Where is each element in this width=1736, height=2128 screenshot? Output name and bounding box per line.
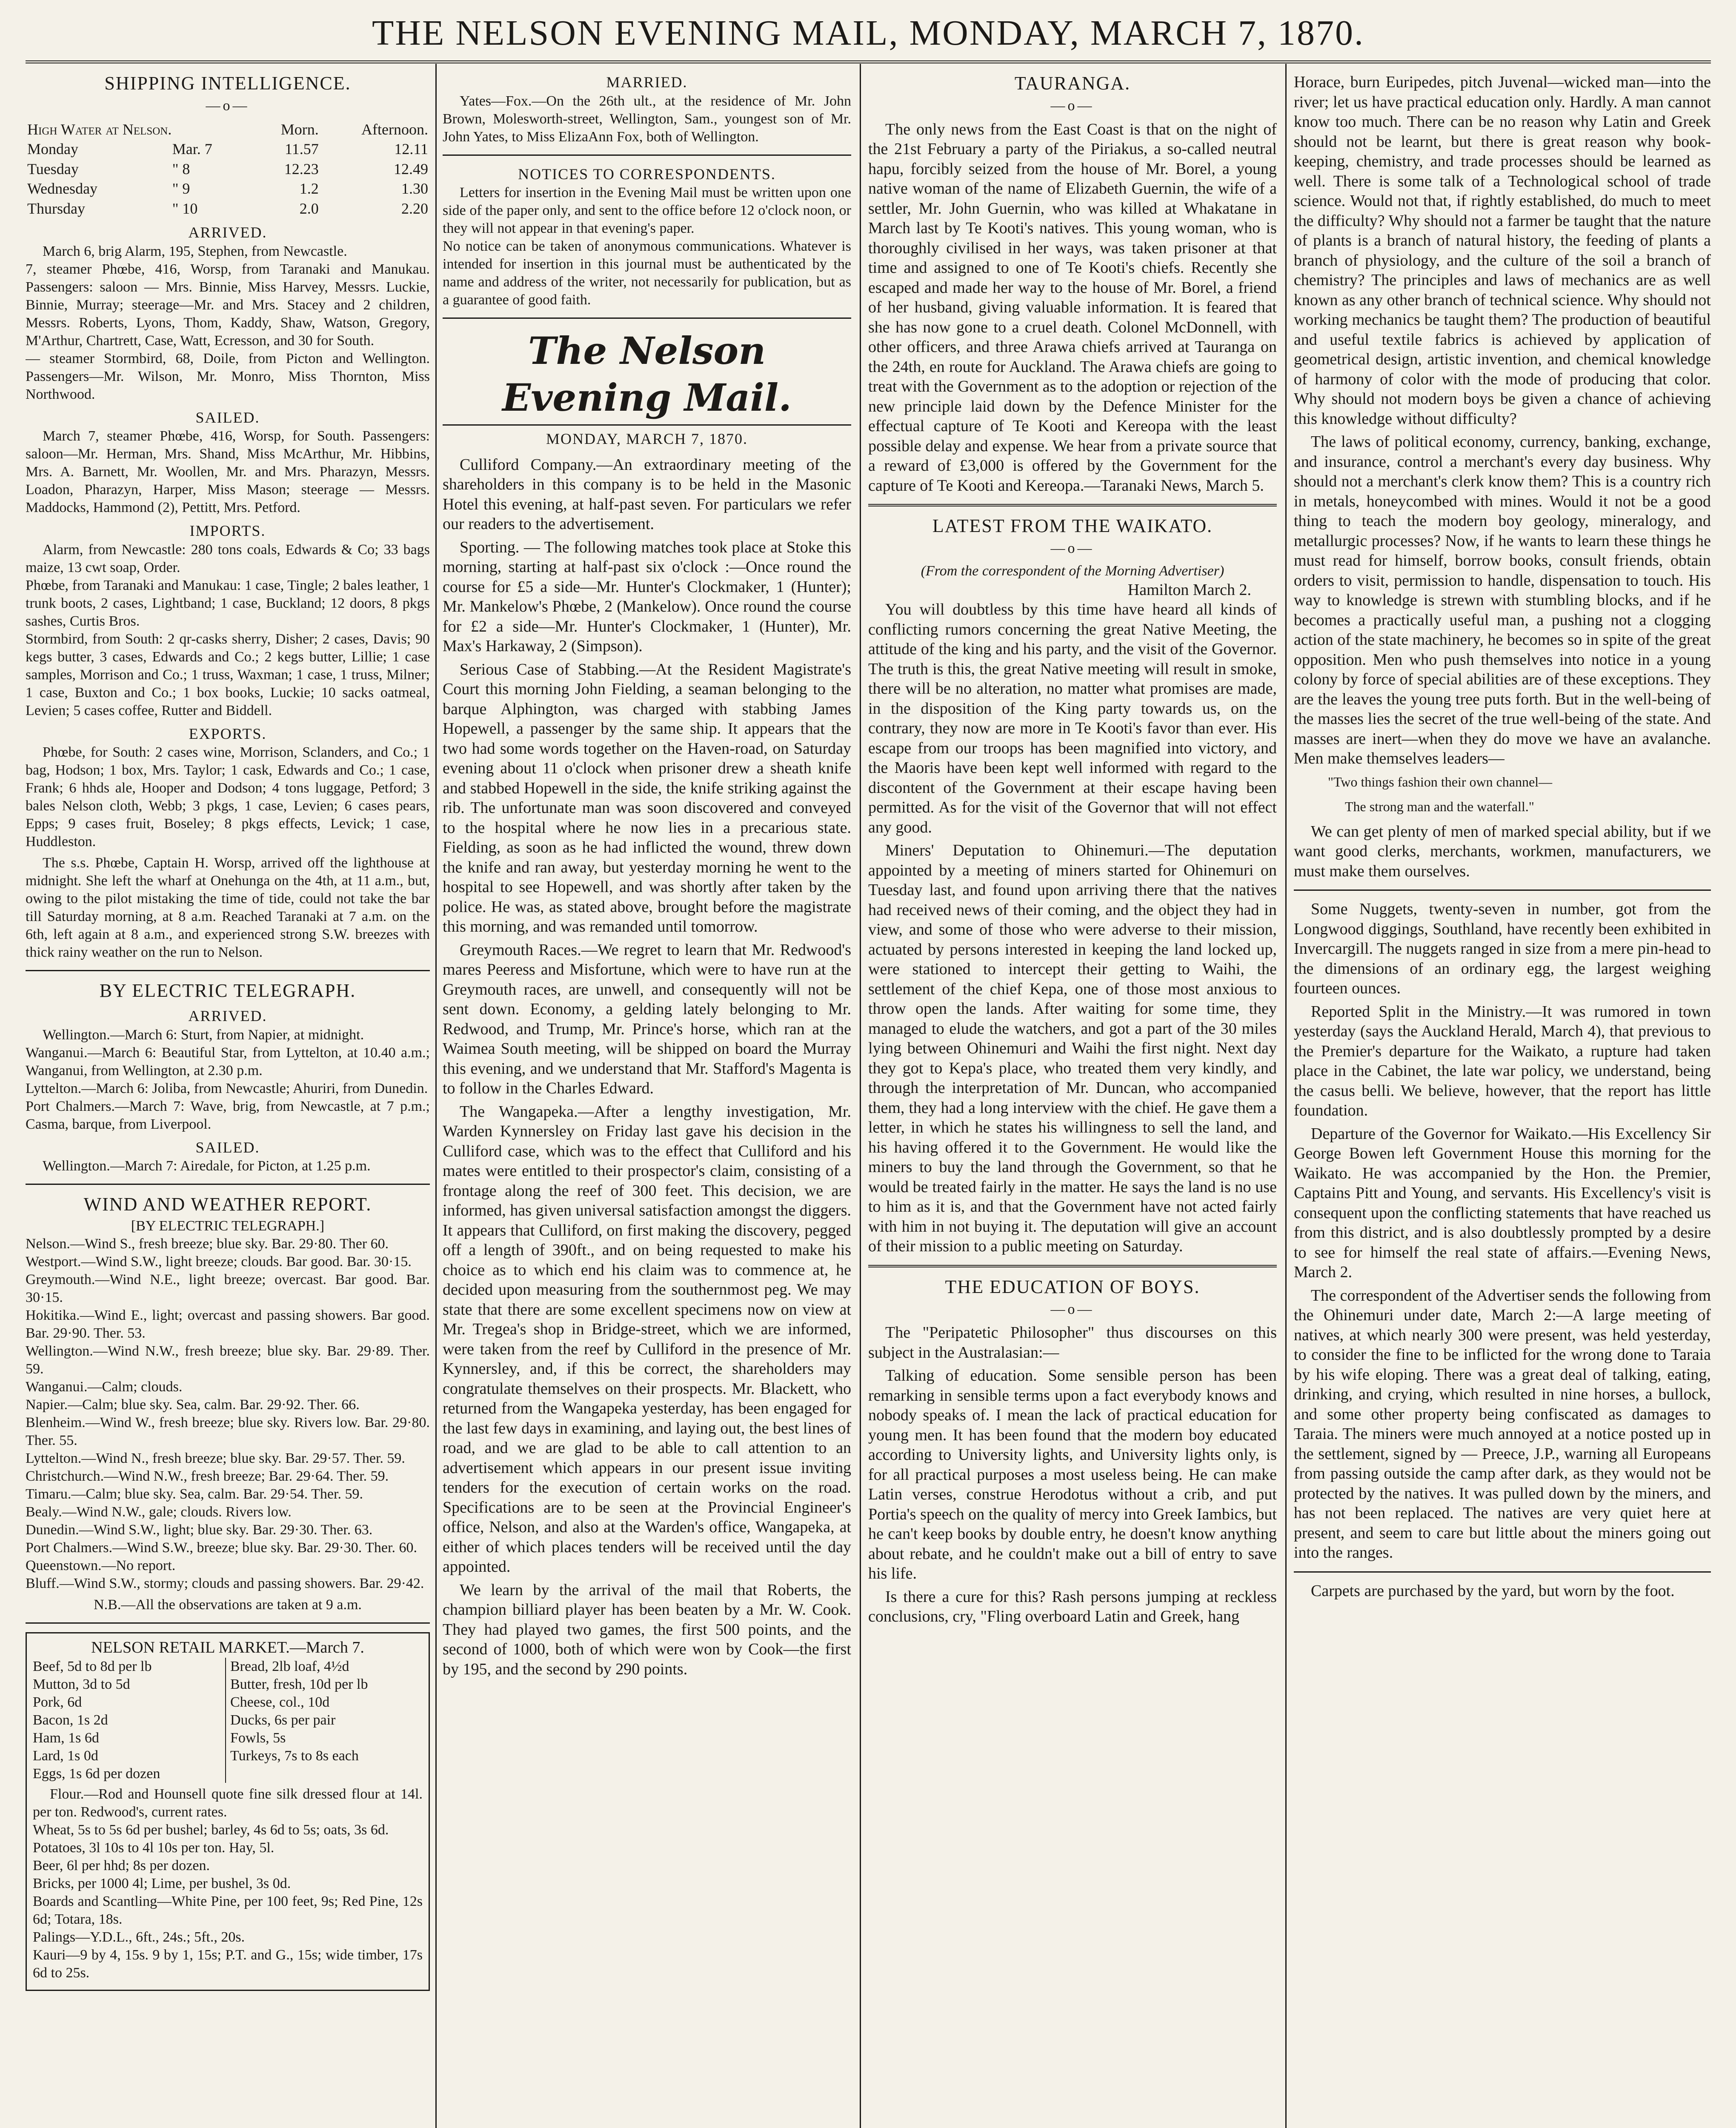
market-box	[26, 1632, 430, 1991]
education-continued: Horace, burn Euripedes, pitch Juvenal—wicked man—into the river; let us have practical education only. Hardly. A man cannot know too much. There can be no reason why Latin and Greek should not be learnt, but there is great reason why book-keeping, chemistry, and trade processes should be learned as well. There is some talk of a Technological school of trade science. Would not that, if rightly established, do much to meet the difficulty? Why should not a farmer be taught that the nature of plants is a branch of natural history, the feeding of plants a branch of physiology, and the culture of the soil a branch of chemistry? The principles and laws of mechanics are as well known as any other branch of technical science. Why should not working mechanics be taught them? The production of beautiful and useful textile fabrics is achieved by application of geometrical design, artistic invention, and chemical knowledge of harmony of color with the mode of producing that color. Why should not modern boys be given a chance of achieving this knowledge without difficulty?	[1294, 73, 1711, 428]
market-cell: Ducks, 6s per pair	[230, 1712, 336, 1728]
paper-title: The Nelson Evening Mail.	[502, 329, 792, 420]
market-cell: Fowls, 5s	[230, 1730, 286, 1746]
waikato-heading: LATEST FROM THE WAIKATO.	[932, 515, 1213, 536]
telegraph-heading: BY ELECTRIC TELEGRAPH.	[99, 980, 356, 1001]
divider	[1294, 890, 1711, 891]
waikato-text: You will doubtless by this time have heard all kinds of conflicting rumors concerning the great Native Meeting, the attitude of the king and his party, and the visit of the Governor. The truth is this, the great Native meeting will result in smoke, there will be no alteration, no matter what promises are made, in the disposition of the King party towards us, on the contrary, they now are more in Te Kooti's favor than ever. His escape from our troops has been magnified into victory, and the Maoris have been kept well informed with regard to the discontent of the Government at their escape having been permitted. As for the visit of the Governor that will not effect any good.	[868, 601, 1277, 836]
market-cell: Beef, 5d to 8d per lb	[33, 1658, 226, 1676]
article-culliford: Culliford Company.—An extraordinary meeting of the shareholders in this company is to be held in the Masonic Hotel this evening, at half-past seven. For particulars we refer our readers to the advertisement.	[443, 455, 851, 533]
column-divider	[860, 64, 861, 2128]
article-ministry-split: Reported Split in the Ministry.—It was rumored in town yesterday (says the Auckland Herald, March 4), that previous to the Premier's departure for the Waikato, a rupture had taken place in the Cabinet, the late war policy, we understand, being the casus belli. We believe, however, that the report has little foundation.	[1294, 1002, 1711, 1119]
market-row	[33, 1676, 423, 1693]
masthead: THE NELSON EVENING MAIL, MONDAY, MARCH 7, 1870.	[372, 13, 1364, 53]
ornament: —o—	[206, 98, 250, 114]
imports-text: Alarm, from Newcastle: 280 tons coals, Edwards & Co; 33 bags maize, 13 cwt soap, Order. Phœbe, from Taranaki and Manukau: 1 case, Tingle; 2 bales leather, 1 trunk boots, 2 cases, Lightband; 1 case, Buckland; 12 doors, 8 pkgs sashes, Curtis Bros. Stormbird, from South: 2 qr-casks sherry, Disher; 2 cases, Davis; 90 kegs butter, 3 cases, Edwards and Co.; 2 kegs butter, Lillie; 1 case samples, Morrison and Co.; 1 truss, Waxman; 1 case, 1 truss, Milner; 1 case, Buxton and Co.; 1 box books, Luckie; 10 sacks oatmeal, Levien; 5 cases coffee, Rutter and Biddell.	[26, 541, 430, 718]
market-text: Flour.—Rod and Hounsell quote fine silk dressed flour at 14l. per ton. Redwood's, current rates. Wheat, 5s to 5s 6d per bushel; barley, 4s 6d to 5s; oats, 3s 6d. Potatoes, 3l 10s to 4l 10s per ton. Hay, 5l. Beer, 6l per hhd; 8s per dozen. Bricks, per 1000 4l; Lime, per bushel, 3s 0d. Boards and Scantling—White Pine, per 100 feet, 9s; Red Pine, 12s 6d; Totara, 18s. Palings—Y.D.L., 6ft., 24s.; 5ft., 20s. Kauri—9 by 4, 15s. 9 by 1, 15s; P.T. and G., 15s; wide timber, 17s 6d to 25s.	[33, 1786, 423, 1981]
waikato-subheading: (From the correspondent of the Morning Advertiser)	[921, 563, 1224, 579]
masthead-rule	[26, 60, 1711, 63]
market-cell: Pork, 6d	[33, 1693, 226, 1711]
notices-heading: NOTICES TO CORRESPONDENTS.	[518, 165, 776, 183]
column-divider	[435, 64, 437, 2128]
arrived-heading: ARRIVED.	[188, 224, 267, 241]
education-political-economy: The laws of political economy, currency, banking, exchange, and insurance, control a merchant's every day business. Why should not a merchant's clerk know them? This is a country rich in metals, honeycombed with mines. Would it not be a good thing to teach the modern boy geology, mineralogy, and metallurgic processes? Now, if he wants to learn these things he must read for himself, borrow books, consult friends, obtain orders to visit, permission to handle, dispensation to touch. His way to knowledge is strewn with stumbling blocks, and if he becomes a practically useful man, a pushing not a clogging action of the state machinery, he becomes so in spite of the great opposition. Men who push themselves into notice in a young colony by force of special abilities are of these exceptions. They are the leaves the young tree puts forth. But in the well-being of the masses lies the secret of the true well-being of the state. And masses are inert—when they do move we have an avalanche. Men make themselves leaders—	[1294, 433, 1711, 767]
article-stabbing: Serious Case of Stabbing.—At the Resident Magistrate's Court this morning John Fielding, a seaman belonging to the barque Alphington, was charged with stabbing James Hopewell, a passenger by the same ship. It appears that the two had some words together on the Haven-road, on Saturday evening about 11 o'clock when prisoner drew a sheath knife and stabbed Hopewell in the side, the knife striking against the rib. The unfortunate man was soon discovered and conveyed to the hospital where he now lies in a precarious state. Fielding, as soon as he had inflicted the wound, threw down the knife and ran away, but yesterday morning he went to the hospital to see Hopewell, and was shortly after taken by the police. He was, as stated above, brought before the magistrate this morning, and was remanded until tomorrow.	[443, 660, 851, 935]
market-cell: Butter, fresh, 10d per lb	[230, 1676, 368, 1692]
tide-cell: 2.0	[299, 200, 319, 217]
market-row	[33, 1711, 423, 1729]
divider	[26, 1622, 430, 1624]
tide-cell: " 10	[172, 200, 198, 217]
tide-row	[26, 159, 430, 179]
tide-row	[26, 139, 430, 159]
exports-text: Phœbe, for South: 2 cases wine, Morrison, Sclanders, and Co.; 1 bag, Hodson; 1 box, Mrs. Taylor; 1 cask, Edwards and Co.; 1 case, Frank; 6 hhds ale, Hooper and Dodson; 4 tons luggage, Petford; 3 bales Nelson cloth, Webb; 3 pkgs, 1 case, Levien; 6 cases pears, Epps; 9 cases fruit, Boseley; 8 pkgs effects, Levick; 1 case, Huddleston.	[26, 744, 430, 849]
column-4	[1294, 72, 1711, 2128]
column-2	[443, 72, 851, 2128]
tauranga-text: The only news from the East Coast is that on the night of the 21st February a party of the Piriakus, a so-called neutral hapu, forcibly seized from the house of Mr. Borel, a young native woman of the name of Elizabeth Guernin, the wife of a settler, Mr. John Guernin, who was killed at Whakatane in March last by Te Kooti's natives. This young woman, who is thoroughly civilised in her ways, was taken prisoner at that time and assigned to one of Te Kooti's chiefs. Recently she escaped and made her way to the house of Mr. Borel, a friend of her husband, giving valuable information. It is feared that she has now gone to a cruel death. Colonel McDonnell, with other officers, and three Arawa chiefs arrived at Tauranga on the 24th, en route for Auckland. The Arawa chiefs are going to treat with the Government as to the adoption or rejection of the new principle laid down by the Defence Minister for the effectual capture of Te Kooti and Kereopa with the least possible delay and expense. We hear from a private source that a reward of £3,000 is offered by the Government for the capture of Te Kooti and Kereopa.—Taranaki News, March 5.	[868, 120, 1277, 495]
market-cell: Bread, 2lb loaf, 4½d	[230, 1658, 349, 1674]
tide-header: Afternoon.	[361, 120, 428, 138]
miners-deputation-text: Miners' Deputation to Ohinemuri.—The deputation appointed by a meeting of miners started for Ohinemuri on Tuesday last, and found upon arriving there that the natives had received news of their coming, and the object they had in view, and some of those who were adverse to their mission, actuated by persons interested in keeping the land locked up, were stationed to intercept their getting to Waihi, the settlement of the chief Kepa, one of those most anxious to throw open the lands. After waiting for some time, they managed to elude the watchers, and got a part of the 30 miles lying between Ohinemuri and Waihi the first night. Next day they got to Kepa's place, who treated them very kindly, and through the interpretation of Mr. Duncan, who accompanied them, they had a long interview with the chief. He gave them a letter, in which he states his willingness to sell the land, and his having offered it to the Government. He would like the miners to buy the land through the Government, so that he would be treated fairly in the matter. He says the land is no use to him as it is, and that the Government have not acted fairly with him in not buying it. The deputation will give an account of their mission to a public meeting on Saturday.	[868, 841, 1277, 1255]
tide-row	[26, 179, 430, 199]
waikato-dateline: Hamilton March 2.	[1127, 581, 1251, 599]
tide-cell: Tuesday	[27, 160, 79, 177]
market-row	[33, 1693, 423, 1711]
tide-table	[26, 120, 430, 219]
married-heading: MARRIED.	[606, 74, 688, 91]
tauranga-heading: TAURANGA.	[1014, 73, 1131, 94]
divider	[868, 504, 1277, 506]
weather-text: Nelson.—Wind S., fresh breeze; blue sky. Bar. 29·80. Ther 60. Westport.—Wind S.W., light breeze; clouds. Bar good. Bar. 30·15. Greymouth.—Wind N.E., light breeze; overcast. Bar good. Bar. 30·15. Hokitika.—Wind E., light; overcast and passing showers. Bar good. Bar. 29·90. Ther. 53. Wellington.—Wind N.W., fresh breeze; blue sky. Bar. 29·89. Ther. 59. Wanganui.—Calm; clouds. Napier.—Calm; blue sky. Sea, calm. Bar. 29·92. Ther. 66. Blenheim.—Wind W., fresh breeze; blue sky. Rivers low. Bar. 29·80. Ther. 55. Lyttelton.—Wind N., fresh breeze; blue sky. Bar. 29·57. Ther. 59. Christchurch.—Wind N.W., fresh breeze; Bar. 29·64. Ther. 59. Timaru.—Calm; blue sky. Sea, calm. Bar. 29·54. Ther. 59. Bealy.—Wind N.W., gale; clouds. Rivers low. Dunedin.—Wind S.W., light; blue sky. Bar. 29·30. Ther. 63. Port Chalmers.—Wind S.W., breeze; blue sky. Bar. 29·30. Ther. 60. Queenstown.—No report. Bluff.—Wind S.W., stormy; clouds and passing showers. Bar. 29·42.	[26, 1236, 430, 1591]
tide-header-row	[26, 120, 430, 140]
tide-cell: Thursday	[27, 200, 85, 217]
education-heading: THE EDUCATION OF BOYS.	[945, 1276, 1200, 1297]
market-cell: Eggs, 1s 6d per dozen	[33, 1765, 226, 1783]
tide-cell: Mar. 7	[172, 140, 212, 157]
tide-cell: 12.49	[394, 160, 428, 177]
divider	[1294, 1571, 1711, 1573]
weather-subheading: [BY ELECTRIC TELEGRAPH.]	[131, 1218, 325, 1234]
article-greymouth-races: Greymouth Races.—We regret to learn that Mr. Redwood's mares Peeress and Misfortune, which were to have run at the Greymouth races, are unwell, and consequently will not be sent down. Economy, a gelding lately belonging to Mr. Redwood, and Trump, Mr. Prince's horse, which ran at the Waimea South meeting, will be shipped on board the Murray this evening, and we understand that Mr. Stafford's Magenta is to follow in the Charles Edward.	[443, 941, 851, 1097]
market-cell: Ham, 1s 6d	[33, 1729, 226, 1747]
divider	[26, 970, 430, 971]
article-billiards: We learn by the arrival of the mail that Roberts, the champion billiard player has been beaten by a Mr. W. Cook. They had played two games, the first 500 points, and the second of 1000, both of which were won by Cook—the first by 195, and the second by 290 points.	[443, 1581, 851, 1678]
imports-heading: IMPORTS.	[189, 522, 266, 539]
market-row	[33, 1729, 423, 1747]
poem-line: The strong man and the waterfall."	[1345, 799, 1534, 814]
market-row	[33, 1658, 423, 1676]
exports-heading: EXPORTS.	[189, 725, 267, 742]
divider	[443, 154, 851, 156]
education-intro: The "Peripatetic Philosopher" thus discourses on this subject in the Australasian:—	[868, 1324, 1277, 1361]
market-cell: Mutton, 3d to 5d	[33, 1676, 226, 1693]
article-wangapeka: The Wangapeka.—After a lengthy investigation, Mr. Warden Kynnersley on Friday last gave his decision in the Culliford case, which was to the effect that Culliford and his mates were entitled to their prospector's claim, consisting of a frontage along the reef of 300 feet. This decision, we are informed, has given universal satisfaction amongst the diggers. It appears that Culliford, on first making the discovery, pegged off a length of 390ft., and on being requested to make his choice as to which end his claim was to commence at, he decided upon measuring from the southernmost peg. We may state that there are some excellent specimens now on view at Mr. Tregea's shop in Bridge-street, which we are informed, were taken from the reef by Culliford in the presence of Mr. Kynnersley, and, if this be correct, the shareholders may congratulate themselves on their prospects. Mr. Blackett, who returned from the Wangapeka yesterday, has been engaged for the last few days in examining, and laying out, the best lines of road, and we are glad to be able to call attention to an advertisement which appears in our present issue inviting tenders for the execution of certain works on the road. Specifications are to be seen at the Provincial Engineer's office, Nelson, and also at the Warden's office, Wangapeka, at either of which places tenders will be received until the day appointed.	[443, 1102, 851, 1576]
tel-sailed-heading: SAILED.	[195, 1138, 260, 1156]
phoebe-report: The s.s. Phœbe, Captain H. Worsp, arrived off the lighthouse at midnight. She left the wharf at Onehunga on the 4th, at 11 a.m., but, owing to the pilot mistaking the time of tide, could not take the bar till Saturday morning, at 8 a.m. Reached Taranaki at 7 a.m. on the 6th, left again at 8 a.m., and experienced strong S.W. breezes with thick rainy weather on the run to Nelson.	[26, 855, 430, 960]
tide-cell: 11.57	[285, 140, 319, 157]
weather-note: N.B.—All the observations are taken at 9 a.m.	[94, 1597, 362, 1613]
notices-text: Letters for insertion in the Evening Mail must be written upon one side of the paper only, and sent to the office before 12 o'clock noon, or they will not appear in that evening's paper. No notice can be taken of anonymous communications. Whatever is intended for insertion in this journal must be authenticated by the name and address of the writer, not necessarily for publication, but as a guarantee of good faith.	[443, 185, 851, 308]
market-cell: Turkeys, 7s to 8s each	[230, 1748, 359, 1764]
tide-cell: Wednesday	[27, 180, 98, 197]
tide-cell: 1.30	[401, 180, 428, 197]
market-row	[33, 1747, 423, 1765]
divider	[443, 317, 851, 319]
sailed-heading: SAILED.	[195, 409, 260, 426]
tide-cell: 2.20	[401, 200, 428, 217]
education-text: Talking of education. Some sensible person has been remarking in sensible terms upon a fact everybody knows and nobody speaks of. I mean the lack of practical education for young men. It has been found that the modern boy educated according to University lights, and University lights only, is for all practical purposes a most useless being. He can make Latin verses, construe Herodotus without a crib, and put Portia's speech on the quality of mercy into Greek Iambics, but he can't keep books by double entry, he doesn't know anything about rebate, and he couldn't make out a bill of entry to save his life.	[868, 1367, 1277, 1582]
ornament: —o—	[1050, 98, 1095, 114]
column-divider	[1285, 64, 1287, 2128]
column-3	[868, 72, 1277, 2128]
market-heading: NELSON RETAIL MARKET.—March 7.	[91, 1639, 364, 1656]
article-nuggets: Some Nuggets, twenty-seven in number, got from the Longwood diggings, Southland, have recently been exhibited in Invercargill. The nuggets ranged in size from a mere pin-head to the dimensions of an ordinary egg, the largest weighing fourteen ounces.	[1294, 900, 1711, 997]
tide-cell: 12.23	[284, 160, 319, 177]
tide-cell: Monday	[27, 140, 78, 157]
shipping-heading: SHIPPING INTELLIGENCE.	[104, 73, 351, 94]
weather-heading: WIND AND WEATHER REPORT.	[83, 1194, 372, 1215]
married-text: Yates—Fox.—On the 26th ult., at the residence of Mr. John Brown, Molesworth-street, Wellington, Sam., youngest son of Mr. John Yates, to Miss ElizaAnn Fox, both of Wellington.	[443, 93, 851, 145]
tel-arrived-text: Wellington.—March 6: Sturt, from Napier, at midnight. Wanganui.—March 6: Beautiful Star, from Lyttelton, at 10.40 a.m.; Wanganui, from Wellington, at 2.30 p.m. Lyttelton.—March 6: Joliba, from Newcastle; Ahuriri, from Dunedin. Port Chalmers.—March 7: Wave, brig, from Newcastle, at 7 p.m.; Casma, barque, from Liverpool.	[26, 1027, 430, 1132]
tel-sailed-text: Wellington.—March 7: Airedale, for Picton, at 1.25 p.m.	[43, 1158, 371, 1174]
tide-cell: " 8	[172, 160, 190, 177]
market-row	[33, 1765, 423, 1783]
tide-header: Morn.	[280, 120, 319, 138]
market-cell: Lard, 1s 0d	[33, 1747, 226, 1765]
education-text-2: Is there a cure for this? Rash persons jumping at reckless conclusions, cry, "Fling overboard Latin and Greek, hang	[868, 1587, 1277, 1625]
sailed-text: March 7, steamer Phœbe, 416, Worsp, for South. Passengers: saloon—Mr. Herman, Mrs. Shand, Miss McArthur, Mr. Hibbins, Mrs. A. Barnett, Mr. Woollen, Mr. and Mrs. Pharazyn, Messrs. Loadon, Pharazyn, Harper, Miss Mason; steerage — Messrs. Maddocks, Hammond (2), Pettitt, Mrs. Petford.	[26, 428, 430, 515]
tide-cell: 12.11	[394, 140, 428, 157]
tide-cell: " 9	[172, 180, 190, 197]
article-sporting: Sporting. — The following matches took place at Stoke this morning, starting at half-past six o'clock :—Once round the course for £5 a side—Mr. Hunter's Clockmaker, 1 (Hunter); Mr. Mankelow's Phœbe, 2 (Mankelow). Once round the course for £2 a side—Mr. Hunter's Clockmaker, 1 (Hunter), Mr. Max's Harkaway, 2 (Simpson).	[443, 538, 851, 655]
article-carpets: Carpets are purchased by the yard, but worn by the foot.	[1311, 1582, 1675, 1600]
divider	[26, 1184, 430, 1185]
article-governor-departure: Departure of the Governor for Waikato.—His Excellency Sir George Bowen left Government House this morning for the Waikato. He was accompanied by the Hon. the Premier, Captains Pitt and Young, and servants. His Excellency's visit is consequent upon the conflicting statements that have reached us from this district, and is also doubtlessly prompted by a desire to see for himself the real state of affairs.—Evening News, March 2.	[1294, 1124, 1711, 1281]
tel-arrived-heading: ARRIVED.	[188, 1007, 267, 1024]
tide-row	[26, 199, 430, 219]
market-cell: Cheese, col., 10d	[230, 1694, 330, 1710]
divider	[443, 424, 851, 426]
market-cell: Bacon, 1s 2d	[33, 1711, 226, 1729]
market-cell	[230, 1765, 423, 1783]
poem-line: "Two things fashion their own channel—	[1328, 774, 1553, 789]
tide-header: High Water at Nelson.	[27, 120, 172, 138]
paper-date: MONDAY, MARCH 7, 1870.	[546, 430, 748, 447]
education-conclusion: We can get plenty of men of marked special ability, but if we want good clerks, merchants, workmen, manufacturers, we must make them ourselves.	[1294, 822, 1711, 880]
ornament: —o—	[1050, 541, 1095, 556]
arrived-text: March 6, brig Alarm, 195, Stephen, from Newcastle. 7, steamer Phœbe, 416, Worsp, from Taranaki and Manukau. Passengers: saloon — Mrs. Binnie, Miss Harvey, Messrs. Luckie, Binnie, Murray; steerage—Mr. and Mrs. Stacey and 2 children, Messrs. Roberts, Lyons, Thom, Kaddy, Shaw, Watson, Gregory, M'Arthur, Chartrett, Case, Watt, Ecresson, and 30 for South. — steamer Stormbird, 68, Doile, from Picton and Wellington. Passengers—Mr. Wilson, Mr. Monro, Miss Thornton, Miss Northwood.	[26, 243, 430, 402]
column-1	[26, 72, 430, 2128]
article-ohinemuri-meeting: The correspondent of the Advertiser sends the following from the Ohinemuri under date, March 2:—A large meeting of natives, at which nearly 300 were present, was held yesterday, to consider the fine to be inflicted for the wrong done to Taraia by his wife eloping. There was a great deal of talking, eating, drinking, and crying, which resulted in nine horses, a bullock, and some other property being confiscated as damages to Taraia. The miners were much annoyed at a notice posted up in the settlement, signed by — Preece, J.P., warning all Europeans from passing outside the camp after dark, as they would not be protected by the natives. It was pulled down by the miners, and has not been replaced. The natives are very quiet here at present, and seem to care but little about the miners going out into the ranges.	[1294, 1286, 1711, 1562]
divider	[868, 1265, 1277, 1267]
ornament: —o—	[1050, 1301, 1095, 1317]
tide-cell: 1.2	[299, 180, 319, 197]
